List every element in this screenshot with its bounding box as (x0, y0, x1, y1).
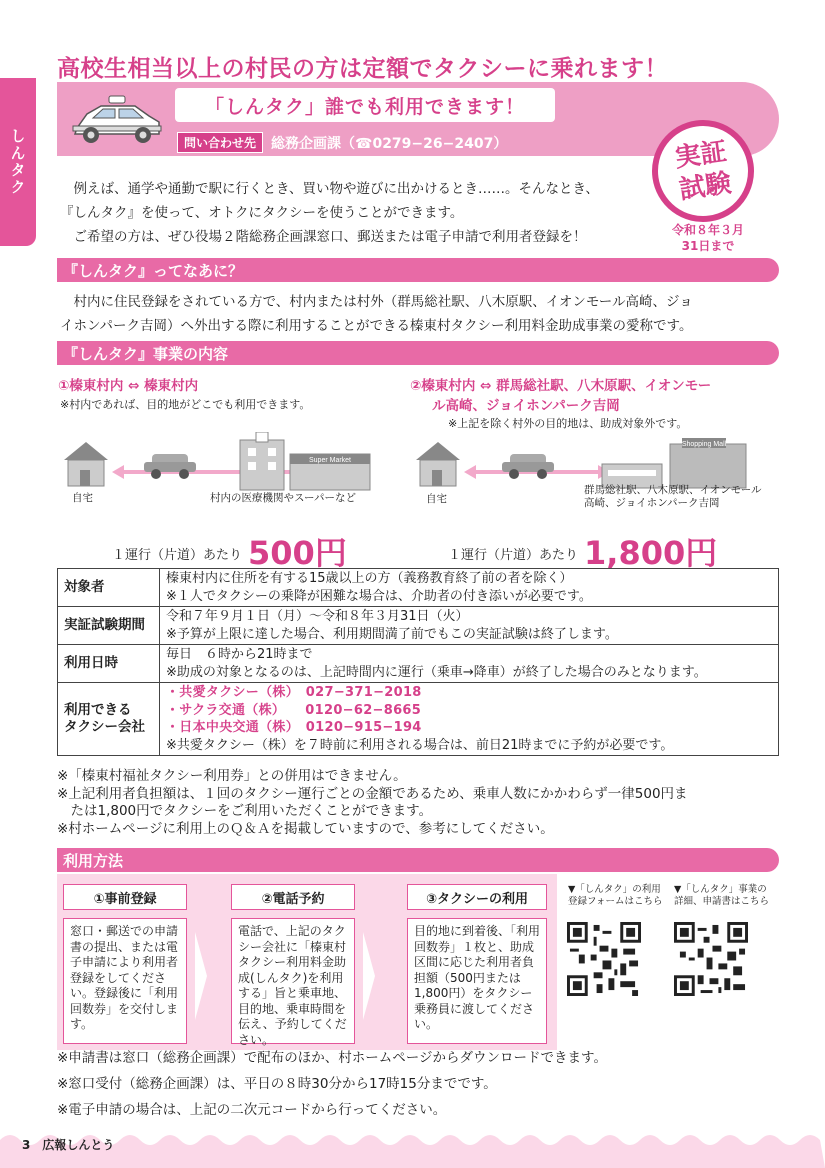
row-line: ※予算が上限に達した場合、利用期間満了前でもこの実証試験は終了します。 (166, 626, 618, 642)
qr-note-line: ▼「しんタク」事業の (674, 884, 767, 895)
row-line: ※１人でタクシーの乗降が困難な場合は、介助者の付き添いが必要です。 (166, 588, 592, 604)
qr-note-line: 登録フォームはこちら (568, 896, 663, 907)
footer-note: ※窓口受付（総務企画課）は、平日の８時30分から17時15分までです。 (57, 1076, 497, 1092)
about-text (60, 290, 776, 338)
page-number: 3 広報しんとう (22, 1138, 115, 1152)
row-header-line: 利用できる (64, 701, 132, 718)
table-row (58, 645, 779, 683)
stamp-note-2: 31日まで (681, 239, 735, 253)
route-2-caption-dest-1: 群馬総社駅、八木原駅、イオンモール (584, 484, 762, 496)
taxi-icon (502, 454, 554, 479)
row-content (160, 607, 779, 645)
route-1-note: ※村内であれば、目的地がどこでも利用できます。 (60, 398, 311, 411)
step-arrow-icon (195, 932, 207, 1020)
route-2-caption-dest (584, 484, 762, 510)
footer-note: ※申請書は窓口（総務企画課）で配布のほか、村ホームページからダウンロードできます。 (57, 1050, 607, 1066)
note-line: たは1,800円でタクシーをご利用いただくことができます。 (57, 803, 433, 819)
table-row (58, 569, 779, 607)
mall-icon (670, 438, 746, 488)
taxi-icon (69, 92, 165, 148)
qr-note-line: ▼「しんタク」の利用 (568, 884, 661, 895)
row-line: 令和７年９月１日（月）〜令和８年３月31日（火） (166, 609, 469, 624)
intro-line: ご希望の方は、ぜひ役場２階総務企画課窓口、郵送または電子申請で利用者登録を！ (60, 229, 587, 245)
row-content (160, 683, 779, 756)
row-header: 実証試験期間 (58, 607, 160, 645)
svg-text:Super Market: Super Market (308, 457, 352, 464)
note-line: ※村ホームページに利用上のＱ＆Ａを掲載していますので、参考にしてください。 (57, 820, 554, 837)
contact-info (177, 132, 507, 153)
step-2 (231, 884, 355, 1047)
row-line: ※共愛タクシー（株）を７時前に利用される場合は、前日21時までに予約が必要です。 (166, 737, 674, 753)
route-2-heading-1: ②榛東村内 ⇔ 群馬総社駅、八木原駅、イオンモー (410, 378, 712, 394)
row-content (160, 569, 779, 607)
row-content (160, 645, 779, 683)
step-body: 電話で、上記のタクシー会社に「榛東村タクシー利用料金助成(しんタク)を利用する」旨と乗車地、目的地、乗車時間を伝え、予約してください。 (231, 918, 355, 1044)
route-1-caption-dest: 村内の医療機関やスーパーなど (210, 492, 356, 504)
table-row (58, 607, 779, 645)
contact-label: 問い合わせ先 (177, 132, 263, 153)
hospital-icon (240, 432, 284, 490)
qr-left-note (568, 884, 663, 908)
price-value: 1,800円 (584, 534, 718, 572)
stamp-note (672, 222, 744, 254)
taxi-company: ・共愛タクシー（株） 027−371−2018 (166, 685, 422, 700)
step-body: 窓口・郵送での申請書の提出、または電子申請により利用者登録をしてください。登録後に「利用回数券」を交付します。 (63, 918, 187, 1044)
intro-line: 例えば、通学や通勤で駅に行くとき、買い物や遊びに出かけるとき……。そんなとき、 (60, 181, 599, 197)
step-title: ③タクシーの利用 (407, 884, 547, 910)
table-row (58, 683, 779, 756)
stamp-line-2: 試験 (677, 168, 734, 206)
step-1 (63, 884, 187, 1044)
contact-text: 総務企画課（☎0279−26−2407） (271, 135, 508, 152)
side-tab: しんタク (0, 78, 36, 246)
qr-code-details-icon[interactable] (674, 922, 748, 996)
qr-note-line: 詳細、申請書はこちら (674, 896, 770, 907)
route-1-illustration (60, 432, 380, 494)
steps-panel (57, 874, 557, 1050)
section-heading-usage: 利用方法 (57, 848, 779, 872)
notes (57, 768, 779, 838)
step-3 (407, 884, 547, 1044)
house-icon (416, 442, 460, 486)
price-label: １運行（片道）あたり (448, 548, 579, 563)
section-heading-content: 『しんタク』事業の内容 (57, 341, 779, 365)
banner-subtitle: 「しんタク」誰でも利用できます！ (175, 88, 555, 122)
section-heading-about: 『しんタク』ってなあに？ (57, 258, 779, 282)
page-headline: 高校生相当以上の村民の方は定額でタクシーに乗れます！ (57, 56, 668, 82)
price-value: 500円 (248, 534, 347, 572)
note-line: ※「榛東村福祉タクシー利用券」との併用はできません。 (57, 768, 407, 784)
qr-code-registration-icon[interactable] (567, 922, 641, 996)
svg-text:Shopping Mall: Shopping Mall (681, 441, 727, 448)
info-table (57, 568, 779, 756)
row-header (58, 683, 160, 756)
wave-border-icon (0, 1130, 825, 1168)
stamp-line-1: 実証 (672, 136, 729, 174)
row-header-line: タクシー会社 (64, 719, 145, 735)
row-line: ※助成の対象となるのは、上記時間内に運行（乗車→降車）が終了した場合のみとなります。 (166, 664, 707, 680)
footer-note: ※電子申請の場合は、上記の二次元コードから行ってください。 (57, 1102, 447, 1118)
route-2-heading-2: ル高崎、ジョイホンパーク吉岡 (432, 398, 620, 414)
about-line: 村内に住民登録をされている方で、村内または村外（群馬総社駅、八木原駅、イオンモール高崎、ジョ (60, 294, 693, 310)
taxi-company: ・日本中央交通（株） 0120−915−194 (166, 720, 422, 735)
row-line: 毎日 ６時から21時まで (166, 647, 313, 662)
page-footer (0, 1130, 825, 1168)
row-header: 利用日時 (58, 645, 160, 683)
taxi-company: ・サクラ交通（株） 0120−62−8665 (166, 702, 422, 718)
price-label: １運行（片道）あたり (112, 548, 243, 563)
row-header: 対象者 (58, 569, 160, 607)
intro-line: 『しんタク』を使って、オトクにタクシーを使うことができます。 (60, 205, 464, 221)
step-title: ②電話予約 (231, 884, 355, 910)
note-line: ※上記利用者負担額は、１回のタクシー運行ごとの金額であるため、乗車人数にかかわらず一律500円ま (57, 785, 688, 802)
route-2-note: ※上記を除く村外の目的地は、助成対象外です。 (448, 417, 688, 430)
route-2-caption-home: 自宅 (426, 493, 447, 505)
qr-right-note (674, 884, 769, 908)
route-1-heading: ①榛東村内 ⇔ 榛東村内 (58, 378, 199, 394)
intro-text (60, 177, 670, 249)
step-title: ①事前登録 (63, 884, 187, 910)
about-line: イホンパーク吉岡）へ外出する際に利用することができる榛東村タクシー利用料金助成事業の愛称です。 (60, 318, 693, 334)
supermarket-icon (290, 454, 370, 490)
stamp-note-1: 令和８年３月 (672, 223, 745, 237)
step-body: 目的地に到着後、「利用回数券」１枚と、助成区間に応じた利用者負担額（500円または1,800円）をタクシー乗務員に渡してください。 (407, 918, 547, 1044)
row-line: 榛東村内に住所を有する15歳以上の方（義務教育終了前の者を除く） (166, 571, 573, 586)
route-1-caption-home: 自宅 (72, 492, 93, 504)
taxi-icon (144, 454, 196, 479)
route-2-caption-dest-2: 高崎、ジョイホンパーク吉岡 (584, 497, 720, 509)
step-arrow-icon (363, 932, 375, 1020)
house-icon (64, 442, 108, 486)
